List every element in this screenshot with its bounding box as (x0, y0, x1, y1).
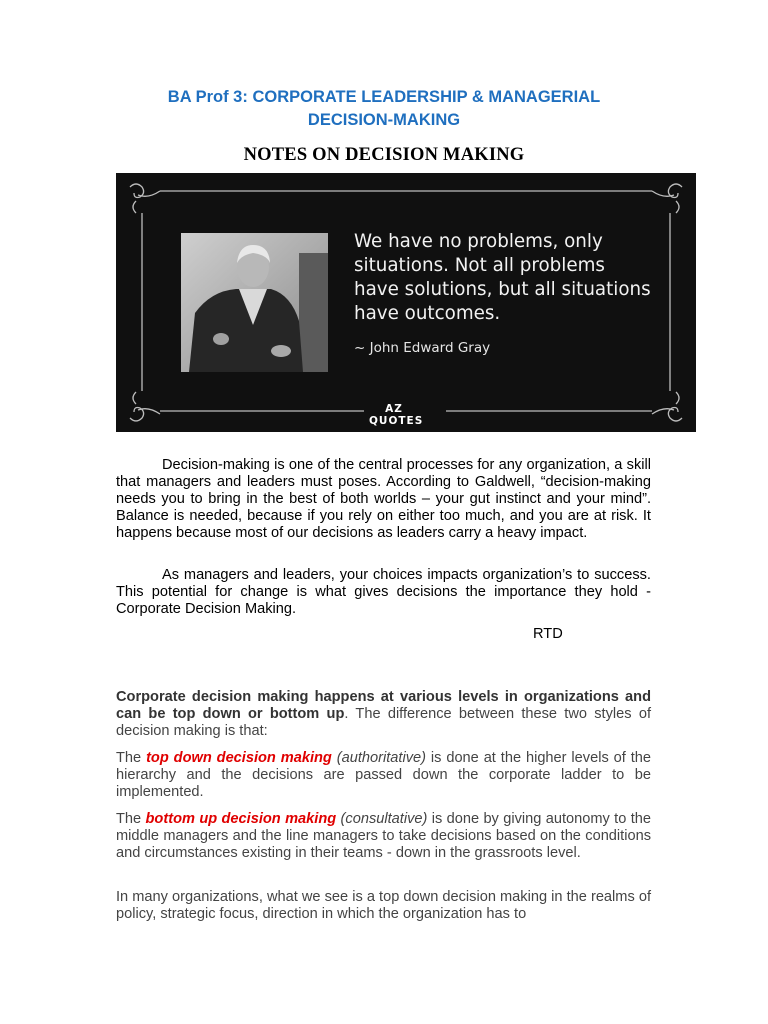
levels-lead-bold: Corporate decision making happens at various levels in organizations and can be top down or bottom up (116, 689, 651, 722)
bottom-up-paragraph (116, 811, 651, 862)
quote-author: ~ John Edward Gray (354, 340, 491, 356)
bottom-up-qualifier: (consultative) (336, 811, 428, 827)
azquotes-logo: AZ QUOTES (369, 403, 424, 427)
top-down-prefix: The (116, 750, 147, 766)
course-title (116, 86, 652, 132)
intro-paragraph-1 (116, 457, 651, 542)
intro-paragraph-2-text: As managers and leaders, your choices impacts organization’s to success. This potential for change is what gives decisions the importance they hold - Corporate Decision Making. (116, 567, 651, 617)
quote-line: have solutions, but all situations (354, 279, 651, 300)
quote-text (354, 230, 674, 326)
top-down-rest: is done at the higher levels of the hierarchy and the decisions are passed down the corporate ladder to be implemented. (116, 750, 651, 800)
top-down-qualifier: (authoritative) (331, 750, 426, 766)
top-down-term: top down decision making (146, 750, 332, 766)
levels-lead-rest: . The difference between these two styles of decision making is that: (116, 706, 651, 739)
portrait-photo (181, 233, 328, 372)
levels-paragraph (116, 689, 651, 740)
quote-line: situations. Not all problems (354, 255, 605, 276)
quote-banner-image (116, 173, 696, 432)
course-title-line-2: DECISION-MAKING (307, 111, 461, 129)
author-initials: RTD (533, 626, 563, 642)
intro-paragraph-1-text: Decision-making is one of the central processes for any organization, a skill that managers and leaders must poses. According to Galdwell, “decision-making needs you to bring in the best of both worlds – your gut instinct and your mind”. Balance is needed, because if you rely on either too much, and you are at risk. It happens because most of our decisions as leaders carry a heavy impact. (116, 457, 651, 541)
quote-line: have outcomes. (354, 303, 501, 324)
intro-paragraph-2 (116, 567, 651, 618)
bottom-up-prefix: The (116, 811, 146, 827)
quote-line: We have no problems, only (354, 231, 603, 252)
notes-heading: NOTES ON DECISION MAKING (243, 145, 525, 165)
bottom-up-term: bottom up decision making (145, 811, 337, 827)
closing-paragraph: In many organizations, what we see is a top down decision making in the realms of policy, strategic focus, direction in which the organization has to (116, 889, 651, 922)
course-title-line-1: BA Prof 3: CORPORATE LEADERSHIP & MANAGERIAL (167, 88, 601, 106)
top-down-paragraph (116, 750, 651, 801)
bottom-up-rest: is done by giving autonomy to the middle managers and the line managers to take decisions based on the conditions and circumstances existing in their teams - down in the grassroots level. (116, 811, 652, 861)
